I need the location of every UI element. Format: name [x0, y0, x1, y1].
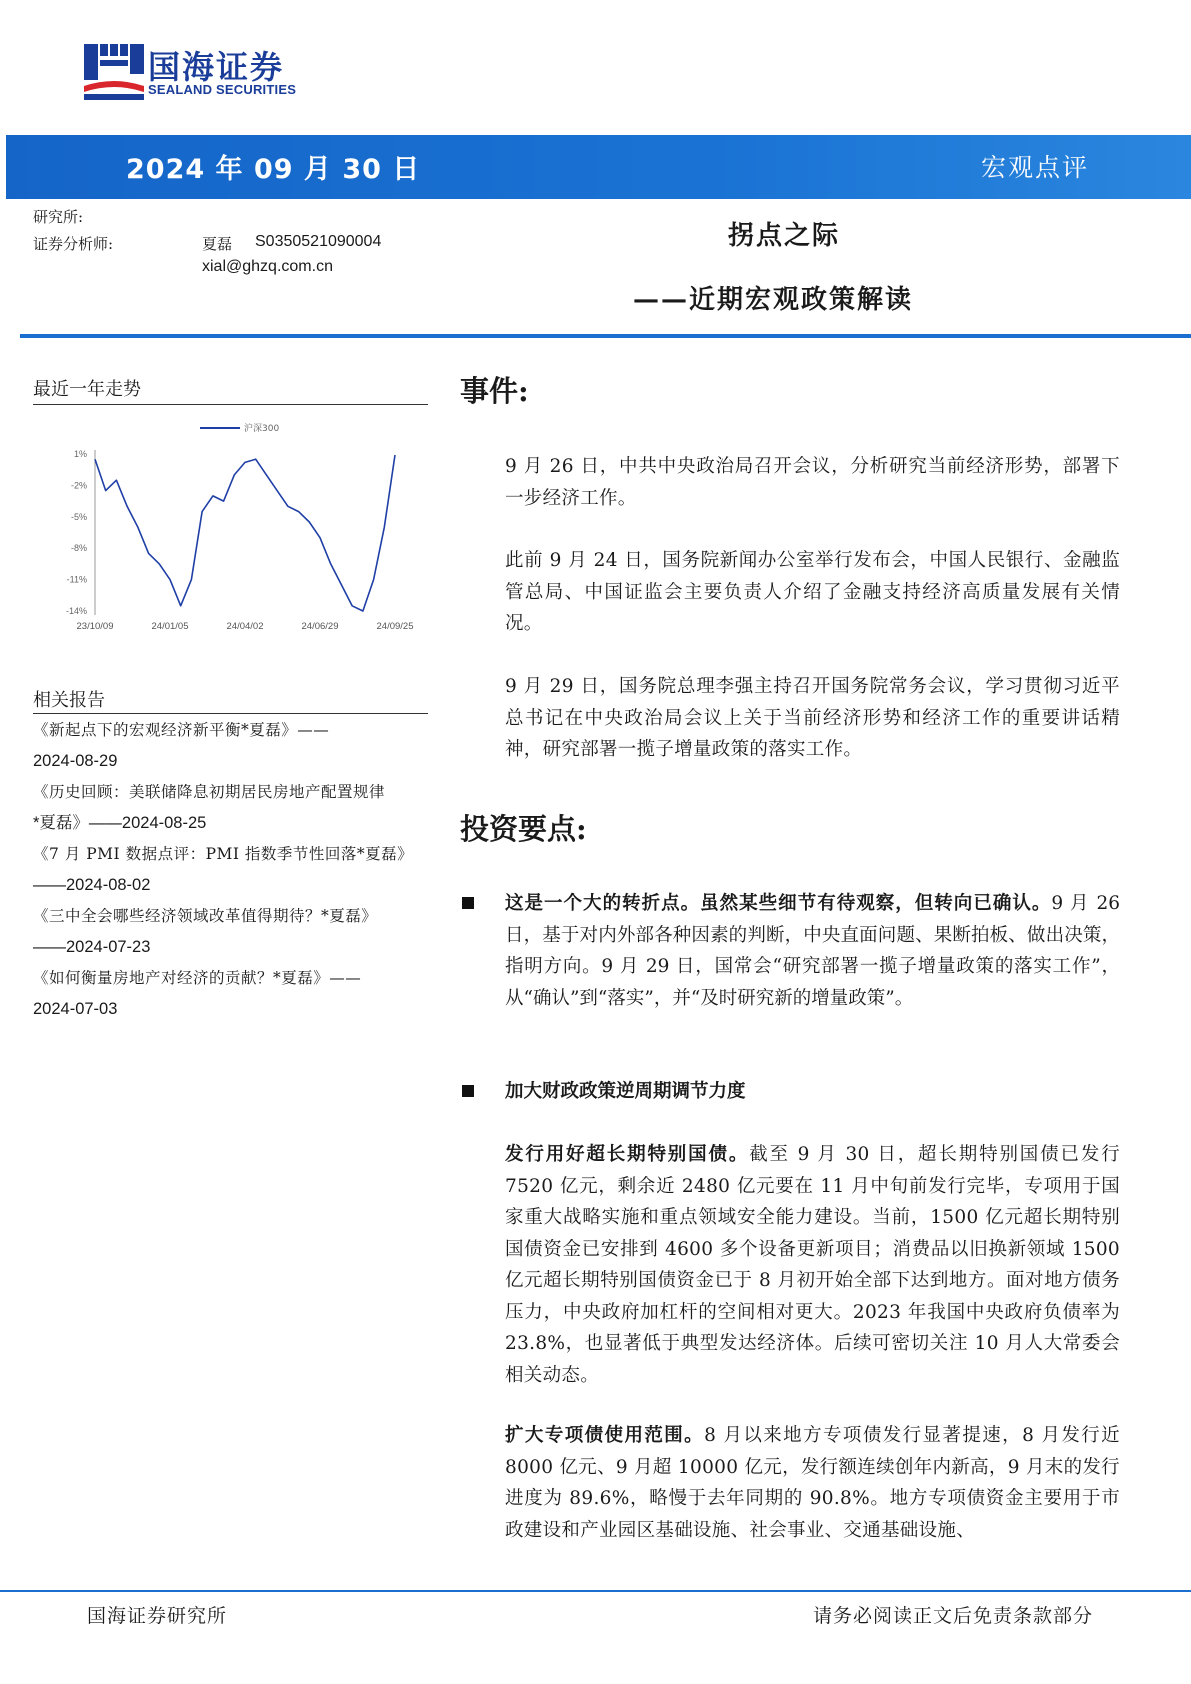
related-report-title: 《历史回顾：美联储降息初期居民房地产配置规律 — [33, 783, 386, 801]
analyst-license: S0350521090004 — [255, 233, 382, 250]
analyst-email[interactable]: xial@ghzq.com.cn — [202, 258, 333, 275]
analyst-label: 证券分析师: — [33, 235, 114, 253]
institute-label: 研究所: — [33, 208, 84, 226]
report-title: 拐点之际 — [728, 221, 841, 251]
related-report-title: 《7 月 PMI 数据点评：PMI 指数季节性回落*夏磊》 — [33, 845, 414, 863]
related-report-title: 《如何衡量房地产对经济的贡献？*夏磊》—— — [33, 969, 362, 987]
report-date: 2024 年 09 月 30 日 — [126, 154, 421, 185]
related-report-date: *夏磊》——2024-08-25 — [33, 814, 207, 832]
point-paragraph — [505, 1139, 1120, 1391]
footer-institute: 国海证券研究所 — [87, 1605, 228, 1627]
report-type: 宏观点评 — [981, 153, 1090, 182]
logo-text-en: SEALAND SECURITIES — [148, 82, 297, 97]
company-logo — [84, 42, 304, 102]
logo-text-cn: 国海证券 — [148, 48, 285, 86]
chart-y-tick-label: -14% — [65, 606, 87, 616]
bullet-square-icon — [462, 897, 474, 909]
chart-x-tick-label: 24/06/29 — [301, 621, 339, 632]
chart-x-tick-label: 24/09/25 — [376, 621, 414, 632]
related-report-item[interactable] — [33, 777, 429, 839]
related-report-item[interactable] — [33, 963, 429, 1025]
bullet-square-icon — [462, 1085, 474, 1097]
chart-y-tick-label: 1% — [73, 449, 87, 459]
analyst-name: 夏磊 — [202, 235, 233, 253]
related-report-date: ——2024-08-02 — [33, 876, 151, 894]
point-paragraph — [505, 1076, 1120, 1108]
related-report-item[interactable] — [33, 839, 429, 901]
header-banner — [6, 135, 1191, 199]
related-report-item[interactable] — [33, 901, 429, 963]
report-subtitle: ——近期宏观政策解读 — [633, 285, 914, 315]
chart-x-tick-label: 23/10/09 — [76, 621, 114, 632]
chart-y-tick-label: -2% — [70, 480, 87, 491]
event-paragraph: 9 月 29 日，国务院总理李强主持召开国务院常务会议，学习贯彻习近平总书记在中央政治局会议上关于当前经济形势和经济工作的重要讲话精神，研究部署一揽子增量政策的落实工作。 — [505, 676, 1120, 760]
trend-chart — [60, 418, 430, 643]
trend-divider — [33, 404, 428, 405]
chart-y-tick-label: -5% — [70, 511, 87, 522]
related-report-item[interactable] — [33, 715, 429, 777]
related-report-date: 2024-08-29 — [33, 752, 118, 770]
point-text: 8 月以来地方专项债发行显著提速，8 月发行近 8000 亿元、9 月超 10000 亿元，发行额连续创年内新高，9 月末的发行进度为 89.6%，略慢于去年同期的 90.8%。地方专项债资金主要用于市政建设和产业园区基础设施、社会事业、交通基础设施、 — [505, 1425, 1120, 1541]
title-divider — [20, 334, 1191, 338]
footer-divider — [0, 1590, 1191, 1592]
point-text: 截至 9 月 30 日，超长期特别国债已发行 7520 亿元，剩余近 2480 亿元要在 11 月中旬前发行完毕，专项用于国家重大战略实施和重点领域安全能力建设。当前，1500 亿元超长期特别国债资金已安排到 4600 多个设备更新项目；消费品以旧换新领域 1500 亿元超长期特别国债资金已于 8 月初开始全部下达到地方。面对地方债务压力，中央政府加杠杆的空间相对更大。2023 年我国中央政府负债率为 23.8%，也显著低于典型发达经济体。后续可密切关注 10 月人大常委会相关动态。 — [505, 1144, 1120, 1386]
event-paragraph: 此前 9 月 24 日，国务院新闻办公室举行发布会，中国人民银行、金融监管总局、中国证监会主要负责人介绍了金融支持经济高质量发展有关情况。 — [505, 550, 1120, 634]
point-paragraph — [505, 1420, 1120, 1546]
chart-y-tick-label: -8% — [70, 543, 87, 554]
points-heading: 投资要点: — [460, 812, 587, 846]
chart-series-line — [95, 455, 395, 611]
related-reports-heading: 相关报告 — [33, 690, 105, 711]
event-heading: 事件: — [460, 374, 529, 408]
related-report-title: 《三中全会哪些经济领域改革值得期待？*夏磊》 — [33, 907, 378, 925]
sealand-logo-icon — [84, 42, 146, 102]
chart-x-tick-label: 24/01/05 — [151, 621, 189, 632]
point-bold-text: 这是一个大的转折点。虽然某些细节有待观察，但转向已确认。 — [505, 893, 1052, 914]
chart-y-tick-label: -11% — [66, 574, 87, 585]
related-reports-divider — [33, 713, 428, 714]
point-text: 9 月 26 日，基于对内外部各种因素的判断，中央直面问题、果断拍板、做出决策，指明方向。9 月 29 日，国常会“研究部署一揽子增量政策的落实工作”，从“确认”到“落实”，并“及时研究新的增量政策”。 — [505, 893, 1120, 1009]
event-paragraph: 9 月 26 日，中共中央政治局召开会议，分析研究当前经济形势，部署下一步经济工作。 — [505, 456, 1120, 509]
chart-legend-label: 沪深300 — [244, 424, 280, 434]
point-bold-text: 加大财政政策逆周期调节力度 — [505, 1081, 746, 1102]
point-paragraph — [505, 888, 1120, 1014]
related-report-date: 2024-07-03 — [33, 1000, 118, 1018]
related-report-date: ——2024-07-23 — [33, 938, 151, 956]
related-report-title: 《新起点下的宏观经济新平衡*夏磊》—— — [33, 721, 330, 739]
footer-disclaimer: 请务必阅读正文后免责条款部分 — [813, 1605, 1094, 1627]
point-bold-text: 扩大专项债使用范围。 — [505, 1425, 705, 1446]
point-bold-text: 发行用好超长期特别国债。 — [505, 1144, 750, 1165]
chart-x-tick-label: 24/04/02 — [226, 621, 264, 632]
trend-heading: 最近一年走势 — [33, 379, 141, 400]
